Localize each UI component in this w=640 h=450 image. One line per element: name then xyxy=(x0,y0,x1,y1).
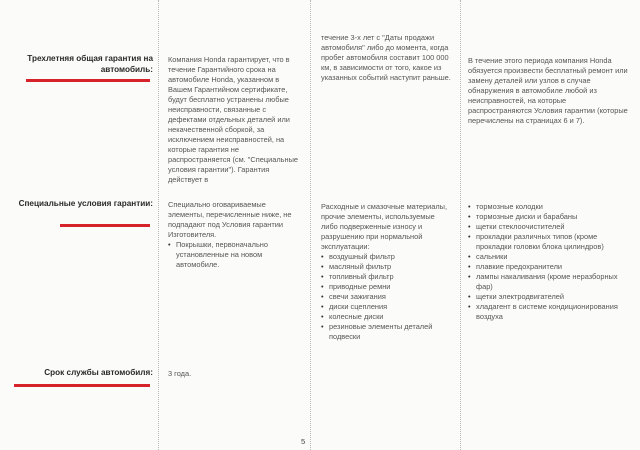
special-conditions-col2 xyxy=(321,202,453,342)
page-number: 5 xyxy=(301,437,306,446)
list-item: • плавкие предохранители xyxy=(468,262,628,272)
warranty-text-col1 xyxy=(168,55,302,185)
list-item: • тормозные диски и барабаны xyxy=(468,212,628,222)
list-item: • лампы накаливания (кроме неразборных фар) xyxy=(468,272,628,292)
list-item: • резиновые элементы деталей подвески xyxy=(321,322,453,342)
list-item: • колесные диски xyxy=(321,312,453,322)
list-item: • щетки стеклоочистителей xyxy=(468,222,628,232)
list-item: • топливный фильтр xyxy=(321,272,453,282)
paragraph: Расходные и смазочные материалы, прочие элементы, используемые либо подверженные износу и разрушению при нормальной эксплуатации: xyxy=(321,202,448,251)
warranty-text-col2 xyxy=(321,33,453,83)
column-divider xyxy=(310,0,311,450)
bullet-list xyxy=(468,202,628,322)
service-life-value xyxy=(168,369,302,379)
paragraph: Специально оговариваемые элементы, перечисленные ниже, не подпадают под Условия гарантии Изготовителя. xyxy=(168,200,292,239)
column-divider xyxy=(158,0,159,450)
paragraph: Компания Honda гарантирует, что в течение Гарантийного срока на автомобиле Honda, указанном в Вашем Гарантийном сертификате, будут бесплатно устранены любые неисправности, связанные с дефектами отдельных деталей или некачественной сборкой, за исключением неисправностей, на которые гарантия не распространяется (см. "Специальные условия гарантии"). Гарантия действует в xyxy=(168,55,298,184)
list-item: • Покрышки, первоначально установленные на новом автомобиле. xyxy=(168,240,303,270)
list-item: • диски сцепления xyxy=(321,302,453,312)
list-item: • масляный фильтр xyxy=(321,262,453,272)
list-item: • тормозные колодки xyxy=(468,202,628,212)
red-underline xyxy=(14,384,150,387)
paragraph: 3 года. xyxy=(168,369,192,378)
bullet-list xyxy=(321,252,453,342)
column-divider xyxy=(460,0,461,450)
bullet-list xyxy=(168,240,303,270)
list-item: • приводные ремни xyxy=(321,282,453,292)
list-item: • сальники xyxy=(468,252,628,262)
red-underline xyxy=(26,79,150,82)
special-conditions-col1 xyxy=(168,200,303,270)
section-label-special-conditions: Специальные условия гарантии: xyxy=(18,199,153,208)
warranty-text-col3 xyxy=(468,56,628,126)
list-item: • свечи зажигания xyxy=(321,292,453,302)
section-label-warranty: Трехлетняя общая гарантия на автомобиль: xyxy=(27,54,153,74)
list-item: • воздушный фильтр xyxy=(321,252,453,262)
section-label-service-life: Срок службы автомобиля: xyxy=(44,368,153,377)
list-item: • хладагент в системе кондиционирования воздуха xyxy=(468,302,628,322)
red-underline xyxy=(60,224,150,227)
paragraph: В течение этого периода компания Honda обязуется произвести бесплатный ремонт или замену деталей или узлов в случае обнаружения в автомобиле любой из неисправностей, на которые распространяются Условия гарантии (которые перечислены на страницах 6 и 7). xyxy=(468,56,628,125)
paragraph: течение 3-х лет с "Даты продажи автомобиля" либо до момента, когда пробег автомобиля составит 100 000 км, в зависимости от того, какое из указанных событий наступит раньше. xyxy=(321,33,451,82)
list-item: • прокладки различных типов (кроме прокладки головки блока цилиндров) xyxy=(468,232,628,252)
list-item: • щетки электродвигателей xyxy=(468,292,628,302)
special-conditions-col3 xyxy=(468,202,628,322)
